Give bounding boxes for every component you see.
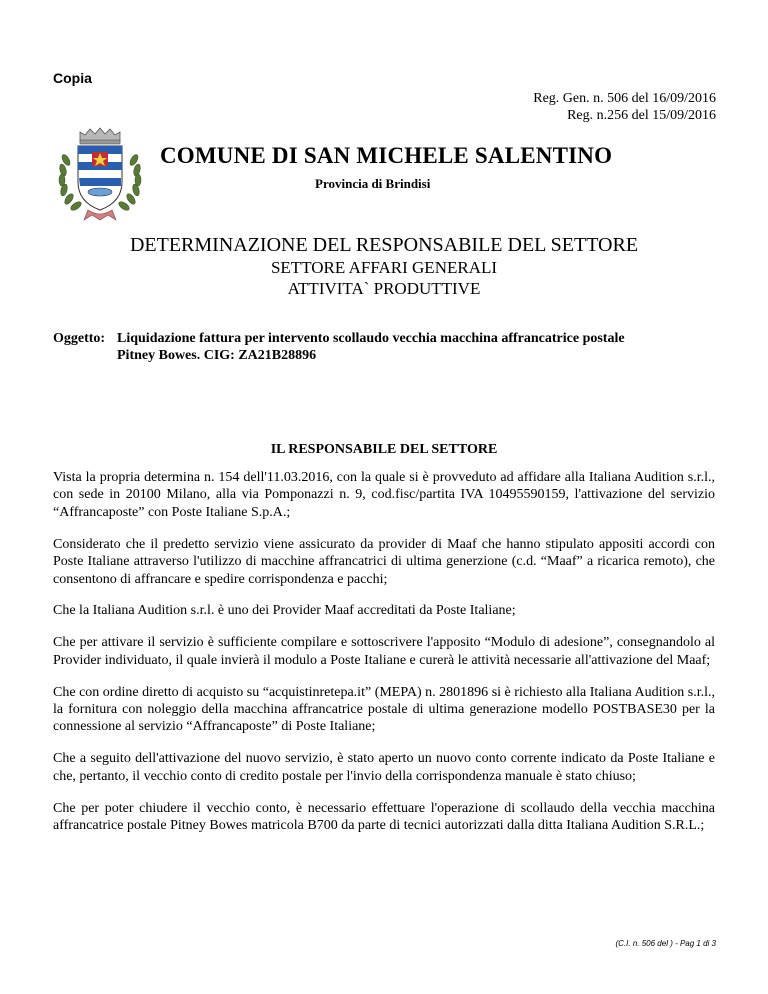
page-footer: (C.I. n. 506 del ) - Pag 1 di 3: [615, 939, 716, 948]
subject-block: [53, 330, 715, 364]
paragraph: Vista la propria determina n. 154 dell'11.03.2016, con la quale si è provveduto ad affidare alla Italiana Audition s.r.l., con sede in 20100 Milano, alla via Pomponazzi n. 9, cod.fisc/partita IVA 10495590159, l'attivazione del servizio “Affrancaposte” con Poste Italiane S.p.A.;: [53, 470, 715, 520]
registration-info: [533, 90, 716, 124]
municipality-title: COMUNE DI SAN MICHELE SALENTINO: [160, 143, 613, 168]
determination-heading: [0, 234, 768, 299]
subject-label: Oggetto:: [53, 331, 106, 346]
activity-name: ATTIVITA` PRODUTTIVE: [287, 279, 481, 298]
reg-line: Reg. n.256 del 15/09/2016: [567, 108, 716, 123]
reg-gen-line: Reg. Gen. n. 506 del 16/09/2016: [533, 91, 716, 106]
paragraph: Che per attivare il servizio è sufficiente compilare e sottoscrivere l'apposito “Modulo di adesione”, consegnandolo al Provider individuato, il quale invierà il modulo a Poste Italiane e curerà le attività necessarie all'attivazione del Maaf;: [53, 635, 715, 668]
municipal-crest-icon: [52, 120, 148, 224]
subject-text-line1: Liquidazione fattura per intervento scollaudo vecchia macchina affrancatrice postale: [117, 331, 625, 346]
province-label: Provincia di Brindisi: [315, 176, 431, 191]
copia-label: Copia: [53, 70, 92, 86]
document-body: [53, 469, 715, 849]
subject-text-line2: Pitney Bowes. CIG: ZA21B28896: [117, 348, 317, 363]
determination-title: DETERMINAZIONE DEL RESPONSABILE DEL SETTORE: [129, 234, 639, 256]
sector-name: SETTORE AFFARI GENERALI: [270, 258, 498, 277]
paragraph: Che per poter chiudere il vecchio conto, è necessario effettuare l'operazione di scollaudo della vecchia macchina affrancatrice postale Pitney Bowes matricola B700 da parte di tecnici autorizzati dalla ditta Italiana Audition S.R.L.;: [53, 800, 715, 834]
section-heading: IL RESPONSABILE DEL SETTORE: [270, 442, 498, 457]
paragraph: Che a seguito dell'attivazione del nuovo servizio, è stato aperto un nuovo conto corrente indicato da Poste Italiane e che, pertanto, il vecchio conto di credito postale per l'invio della corrispondenza manuale è stato chiuso;: [53, 751, 715, 784]
paragraph: Che con ordine diretto di acquisto su “acquistinretepa.it” (MEPA) n. 2801896 si è richiesto alla Italiana Audition s.r.l., la fornitura con noleggio della macchina affrancatrice postale di ultima generazione modello POSTBASE30 per la connessione al servizio “Affrancaposte” di Poste Italiane;: [53, 684, 715, 735]
paragraph: Considerato che il predetto servizio viene assicurato da provider di Maaf che hanno stipulato appositi accordi con Poste Italiane attraverso l'utilizzo di macchine affrancatrici di ultima generzione (c.d. “Maaf” a ricarica remoto), che consentono di affrancare e spedire corrispondenza e pacchi;: [53, 536, 715, 587]
paragraph: Che la Italiana Audition s.r.l. è uno dei Provider Maaf accreditati da Poste Italiane;: [53, 603, 516, 619]
